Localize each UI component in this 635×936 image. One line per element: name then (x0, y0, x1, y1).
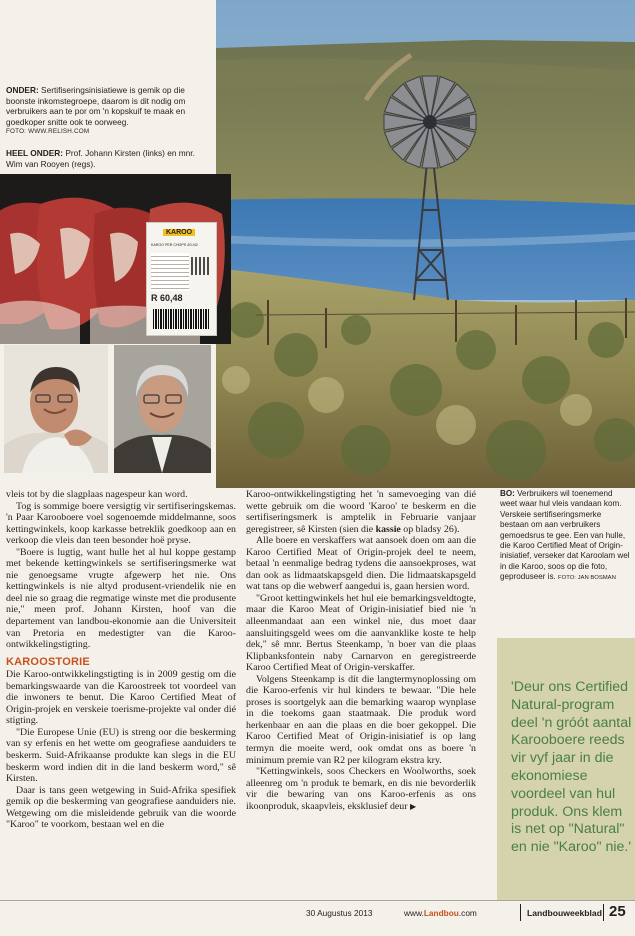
footer-website-prefix: www. (404, 908, 424, 918)
article-p1: vleis tot by die slagplaas nagespeur kan word. (6, 489, 188, 500)
label-qr-code (191, 257, 209, 275)
caption-bo-text: Verbruikers wil toenemend weet waar hul vleis vandaan kom. Verskeie sertifiseringsmerke bestaan om aan verbruikers gemoedsrus te gee. Een van hulle, die Karoo Certified Meat of Origin-inisiatief, verseker dat Karoolam wel in die Karoo, soos op die foto, geproduseer is. (500, 489, 630, 582)
section-heading-karoostorie: KAROOSTORIE (6, 655, 90, 668)
footer-website-name: Landbou (423, 908, 459, 918)
article-m1-kassie: kassie (375, 523, 401, 535)
article-p5: "Die Europese Unie (EU) is streng oor die beskerming van sy erfenis en het wette om geografiese aanduiders te beskerm. Suid-Afrikaanse produkte kan slegs in die EU beskerm word indien dit in die land beskerm word," sê Kirsten. (6, 726, 236, 785)
continue-arrow-icon: ▶ (410, 801, 417, 811)
article-p6: Daar is tans geen wetgewing in Suid-Afrika spesifiek gemik op die beskerming van geografiese aanduiders nie. Wetgewing om die misleidende gebruik van die woorde "Karoo" te voorkom, bestaan wel en die (6, 784, 236, 831)
price-label (146, 222, 217, 336)
footer-website[interactable] (404, 908, 477, 918)
footer-magazine-name: Landbouweekblad (527, 908, 602, 918)
footer-divider (520, 904, 521, 921)
article-column-1 (6, 489, 236, 831)
label-price-prefix: R (151, 293, 158, 303)
portrait-wim-van-rooyen (114, 345, 211, 473)
caption-onder-label: ONDER: (6, 85, 39, 95)
article-m4: Volgens Steenkamp is dít die langtermynoplossing om die Karoo-erfenis vir hul kinders te bewaar. "Die hele proses is soortgelyk aan die bemarking waarop wynplase in die toekoms gaan staatmaak. Die produk word herkenbaar en aan die plaas en die boer gekoppel. Die Karoo Certified Meat of Origin-inisiatief is op lang termyn die moeite werd, ook omdat ons as boere 'n minimum premie van R2 per kilogram ekstra kry. (246, 673, 476, 766)
article-p2: Tog is sommige boere versigtig vir sertifiseringskemas. 'n Paar Karooboere voel sogenoemde middelmanne, soos kettingwinkels, koop karkasse betreklik goedkoop aan en verkoop die vleis dan teen besonder hoë pryse. (6, 500, 236, 547)
caption-bo-label: BO: (500, 489, 515, 498)
label-barcode (153, 309, 209, 329)
footer-website-suffix: .com (458, 908, 477, 918)
article-m5-text: "Kettingwinkels, soos Checkers en Woolworths, soek alleenreg om 'n produk te bemark, en dis nie bevorderlik vir die bewaring van ons Karoo-erfenis as ons ikoonproduk, skaapvleis, eksklusief deur (246, 766, 476, 812)
caption-heel-onder-label: HEEL ONDER: (6, 148, 64, 158)
article-column-2 (246, 489, 476, 812)
caption-onder-text: Sertifiseringsinisiatiewe is gemik op die boonste inkomstegroepe, daarom is dit nodig om verbruikers aan te por om 'n kopskuif te maak en goedkoper snitte ook te oorweeg. (6, 85, 186, 127)
footer-date: 30 Augustus 2013 (306, 908, 373, 918)
footer-divider (603, 904, 604, 921)
caption-heel-onder (6, 148, 211, 169)
article-m2: Alle boere en verskaffers wat aansoek doen om aan die Karoo Certified Meat of Origin-projek deel te neem, betaal 'n eenmalige bedrag tydens die aansoekproses, wat dan ook as lidmaatskapsgeld dien. Die lidmaatskapsgeld wat tans op die webwerf aangedui is, gaan hersien word. (246, 535, 476, 593)
caption-onder (6, 85, 211, 138)
portrait-johann-kirsten (4, 345, 108, 473)
article-m3: "Groot kettingwinkels het hul eie bemarkingsveldtogte, maar die Karoo Meat of Origin-inisiatief bied nie 'n alleenmandaat aan een winkel nie, dus moet daar aansluitingsgeld wees om die aanvanklike koste te help dek," sê mnr. Bertus Steenkamp, 'n boer van die plaas Klipbanksfontein naby Carnarvon en geregistreerde Karoo Certified Meat of Origin-verskaffer. (246, 592, 476, 674)
label-lines (151, 253, 189, 291)
article-p3: "Boere is lugtig, want hulle het al hul koppe gestamp met bekende kettingwinkels se sertifiseringsmerke wat nie genoegsame vrugte afgewerp het nie. Ons kettingwinkels is nie altyd produsent-vriendelik nie en deel nie so graag die regmatige winste met die produsente nie," meen prof. Johann Kirsten, hoof van die departement van landbou-ekonomie aan die Universiteit van Pretoria en medestigter van die Karoo-ontwikkelingstigting. (6, 546, 236, 651)
label-price (151, 293, 183, 303)
article-m1 (246, 489, 476, 535)
caption-heel-onder-text: Prof. Johann Kirsten (links) en mnr. Wim van Rooyen (regs). (6, 148, 195, 169)
label-product: KAROO PER CHOPS 4G-N2 (151, 243, 198, 247)
caption-bo-credit: FOTO: JAN BOSMAN (558, 575, 616, 582)
article-m5 (246, 766, 476, 812)
label-price-value: 60,48 (160, 293, 183, 303)
page-footer (0, 900, 635, 936)
page-number: 25 (609, 903, 626, 920)
article-p4: Die Karoo-ontwikkelingstigting is in 2009 gestig om die bemarkingswaarde van die Karoostreek tot voordeel van die inwoners te benut. Die Karoo Certified Meat of Origin-projek en verskeie toerisme-projekte val onder dié stigting. (6, 669, 236, 727)
article-m1-text-a: Karoo-ontwikkelingstigting het 'n samevoeging van dié wette gebruik om die woord 'Karoo' te beskerm en die sertifiseringsmerk is amptelik in Februarie vanjaar geregistreer, sê Kirsten (sien die (246, 489, 476, 535)
article-m1-text-c: op bladsy 26). (400, 523, 460, 535)
pull-quote: 'Deur ons Certified Natural-program deel 'n gróót aantal Karooboere reeds vir vyf jaar in die ekonomiese voordeel van hul produk. Ons klem is net op "Natural" en nie "Karoo" nie.' (511, 679, 632, 856)
label-brand: KAROO (163, 229, 195, 236)
caption-bo (500, 489, 630, 584)
karoo-windmill-photo (216, 0, 635, 488)
caption-onder-credit: FOTO: WWW.RELISH.COM (6, 128, 90, 136)
